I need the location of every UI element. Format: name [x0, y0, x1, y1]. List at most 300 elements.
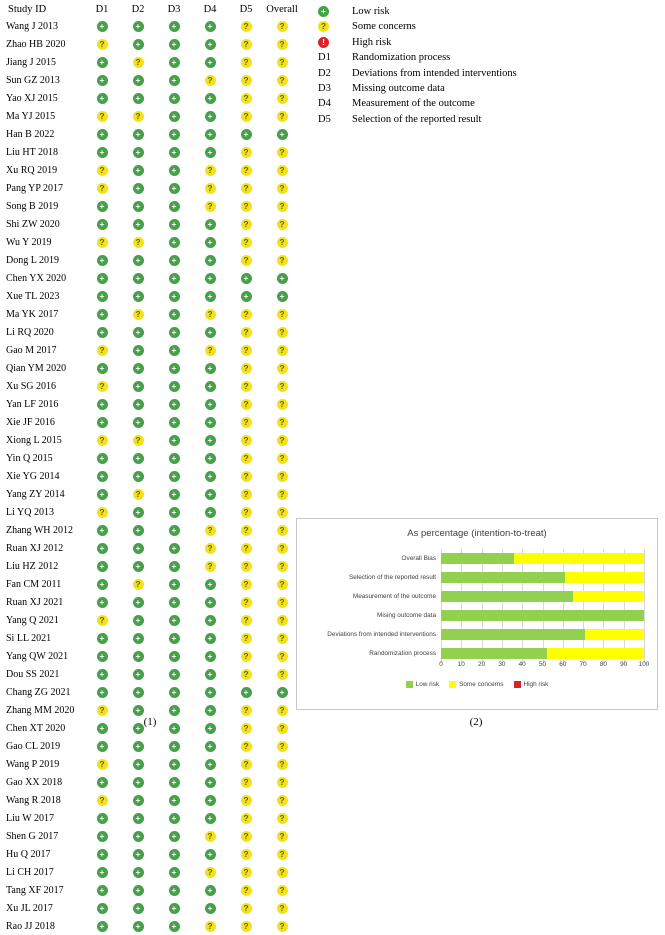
overall-dot-some: ? — [277, 777, 288, 788]
judgement-dot-some: ? — [241, 777, 252, 788]
study-id-cell: Gao CL 2019 — [6, 740, 61, 752]
overall-dot-some: ? — [277, 669, 288, 680]
study-id-cell: Wang J 2013 — [6, 20, 58, 32]
judgement-cell-d5 — [228, 125, 264, 143]
judgement-dot-low: + — [133, 849, 144, 860]
judgement-dot-some: ? — [241, 633, 252, 644]
overall-dot-some: ? — [277, 21, 288, 32]
judgement-cell-d1 — [84, 17, 120, 35]
x-tick-label: 40 — [518, 661, 526, 668]
judgement-cell-d4 — [192, 143, 228, 161]
judgement-dot-some: ? — [133, 489, 144, 500]
judgement-dot-low: + — [205, 885, 216, 896]
judgement-dot-low: + — [205, 507, 216, 518]
judgement-cell-d3 — [156, 251, 192, 269]
judgement-dot-some: ? — [241, 399, 252, 410]
judgement-dot-low: + — [97, 417, 108, 428]
header-overall: Overall — [266, 4, 298, 15]
table-row — [6, 305, 300, 323]
study-id-cell: Xu SG 2016 — [6, 380, 57, 392]
judgement-cell-overall — [264, 521, 300, 539]
overall-dot-some: ? — [277, 111, 288, 122]
judgement-dot-some: ? — [241, 507, 252, 518]
judgement-dot-low: + — [133, 777, 144, 788]
study-id-cell: Wang P 2019 — [6, 758, 60, 770]
judgement-cell-d2 — [120, 917, 156, 935]
legend-domain-d4 — [318, 96, 517, 111]
judgement-dot-some: ? — [205, 201, 216, 212]
judgement-dot-low: + — [169, 921, 180, 932]
rob-table-element — [6, 4, 300, 935]
judgement-dot-low: + — [169, 57, 180, 68]
study-id-cell: Han B 2022 — [6, 128, 55, 140]
judgement-cell-d3 — [156, 521, 192, 539]
judgement-dot-low: + — [133, 759, 144, 770]
judgement-cell-d2 — [120, 863, 156, 881]
judgement-dot-some: ? — [133, 309, 144, 320]
judgement-cell-d4 — [192, 683, 228, 701]
judgement-dot-some: ? — [241, 669, 252, 680]
judgement-cell-d2 — [120, 503, 156, 521]
judgement-cell-d1 — [84, 629, 120, 647]
judgement-cell-d5 — [228, 737, 264, 755]
judgement-dot-low: + — [169, 795, 180, 806]
judgement-cell-d4 — [192, 665, 228, 683]
judgement-dot-some: ? — [241, 453, 252, 464]
study-id-cell: Wu Y 2019 — [6, 236, 52, 248]
x-tick-label: 90 — [620, 661, 628, 668]
judgement-cell-d2 — [120, 53, 156, 71]
study-id-cell: Xu RQ 2019 — [6, 164, 58, 176]
judgement-dot-some: ? — [241, 579, 252, 590]
overall-dot-some: ? — [277, 741, 288, 752]
judgement-dot-low: + — [97, 219, 108, 230]
bar-legend-swatch-low — [406, 681, 413, 688]
header-d3: D3 — [167, 4, 181, 15]
study-id-cell: Chen YX 2020 — [6, 272, 67, 284]
judgement-cell-d5 — [228, 827, 264, 845]
overall-dot-some: ? — [277, 525, 288, 536]
judgement-cell-d1 — [84, 773, 120, 791]
judgement-dot-low: + — [205, 777, 216, 788]
judgement-dot-low: + — [133, 831, 144, 842]
judgement-cell-d3 — [156, 827, 192, 845]
x-tick-label: 10 — [457, 661, 465, 668]
judgement-cell-overall — [264, 215, 300, 233]
study-id-cell: Qian YM 2020 — [6, 362, 67, 374]
judgement-cell-d5 — [228, 143, 264, 161]
judgement-cell-overall — [264, 53, 300, 71]
judgement-cell-d1 — [84, 647, 120, 665]
judgement-cell-d4 — [192, 539, 228, 557]
judgement-cell-d2 — [120, 575, 156, 593]
judgement-cell-d1 — [84, 35, 120, 53]
judgement-cell-d4 — [192, 737, 228, 755]
judgement-cell-d3 — [156, 377, 192, 395]
gridline — [624, 549, 625, 663]
judgement-dot-low: + — [169, 345, 180, 356]
overall-dot-some: ? — [277, 201, 288, 212]
judgement-dot-some: ? — [241, 525, 252, 536]
study-id-cell: Zhang WH 2012 — [6, 524, 74, 536]
judgement-dot-low: + — [205, 723, 216, 734]
judgement-cell-d3 — [156, 629, 192, 647]
bar-track — [441, 648, 644, 659]
judgement-dot-low: + — [97, 561, 108, 572]
judgement-cell-d3 — [156, 125, 192, 143]
legend-domain-d5 — [318, 112, 517, 127]
judgement-dot-some: ? — [133, 237, 144, 248]
judgement-cell-d3 — [156, 809, 192, 827]
study-id-cell: Fan CM 2011 — [6, 578, 62, 590]
judgement-cell-d4 — [192, 881, 228, 899]
overall-dot-some: ? — [277, 615, 288, 626]
judgement-cell-d3 — [156, 449, 192, 467]
legend-domain-label-d4: Measurement of the outcome — [352, 98, 475, 110]
table-row — [6, 737, 300, 755]
judgement-cell-d5 — [228, 809, 264, 827]
bar-category-label: Selection of the reported result — [348, 573, 436, 581]
judgement-cell-overall — [264, 755, 300, 773]
judgement-cell-d4 — [192, 449, 228, 467]
judgement-dot-low: + — [205, 57, 216, 68]
judgement-cell-d5 — [228, 431, 264, 449]
judgement-dot-low: + — [169, 255, 180, 266]
judgement-cell-d4 — [192, 35, 228, 53]
judgement-dot-low: + — [97, 291, 108, 302]
judgement-dot-low: + — [133, 417, 144, 428]
judgement-dot-low: + — [133, 885, 144, 896]
bar-legend-label-low: Low risk — [415, 681, 440, 688]
judgement-dot-low: + — [133, 633, 144, 644]
overall-dot-some: ? — [277, 759, 288, 770]
table-row — [6, 53, 300, 71]
judgement-cell-d3 — [156, 71, 192, 89]
judgement-dot-some: ? — [97, 345, 108, 356]
judgement-cell-d3 — [156, 323, 192, 341]
judgement-dot-low: + — [97, 813, 108, 824]
judgement-dot-low: + — [169, 885, 180, 896]
judgement-cell-d5 — [228, 179, 264, 197]
judgement-cell-d2 — [120, 143, 156, 161]
judgement-cell-d2 — [120, 755, 156, 773]
judgement-cell-d5 — [228, 413, 264, 431]
judgement-dot-low: + — [169, 615, 180, 626]
overall-dot-some: ? — [277, 57, 288, 68]
judgement-dot-some: ? — [205, 831, 216, 842]
overall-dot-some: ? — [277, 183, 288, 194]
table-row — [6, 413, 300, 431]
overall-dot-some: ? — [277, 219, 288, 230]
risk-of-bias-table — [6, 4, 306, 935]
table-row — [6, 827, 300, 845]
judgement-dot-low: + — [133, 39, 144, 50]
judgement-cell-d5 — [228, 683, 264, 701]
judgement-dot-low: + — [97, 723, 108, 734]
x-tick-label: 100 — [638, 661, 650, 668]
judgement-dot-low: + — [205, 687, 216, 698]
judgement-dot-low: + — [133, 219, 144, 230]
judgement-dot-some: ? — [241, 345, 252, 356]
judgement-dot-low: + — [133, 201, 144, 212]
judgement-dot-low: + — [205, 453, 216, 464]
judgement-dot-some: ? — [97, 381, 108, 392]
judgement-dot-some: ? — [97, 165, 108, 176]
judgement-dot-low: + — [205, 669, 216, 680]
legend-domain-label-d2: Deviations from intended interventions — [352, 67, 517, 79]
judgement-dot-some: ? — [205, 921, 216, 932]
judgement-dot-low: + — [169, 813, 180, 824]
judgement-dot-low: + — [205, 435, 216, 446]
judgement-dot-some: ? — [205, 525, 216, 536]
bar-segment-some-concerns — [514, 553, 644, 564]
judgement-cell-d5 — [228, 503, 264, 521]
judgement-dot-some: ? — [97, 237, 108, 248]
judgement-cell-d2 — [120, 161, 156, 179]
table-row — [6, 233, 300, 251]
bar-track — [441, 591, 644, 602]
table-row — [6, 89, 300, 107]
judgement-cell-d5 — [228, 773, 264, 791]
legend-dot-low: + — [318, 6, 329, 17]
judgement-dot-low: + — [97, 741, 108, 752]
judgement-dot-low: + — [205, 849, 216, 860]
judgement-cell-overall — [264, 71, 300, 89]
judgement-dot-low: + — [133, 453, 144, 464]
judgement-dot-low: + — [97, 471, 108, 482]
judgement-cell-d4 — [192, 863, 228, 881]
judgement-cell-d2 — [120, 197, 156, 215]
judgement-cell-d3 — [156, 845, 192, 863]
judgement-cell-d1 — [84, 377, 120, 395]
judgement-cell-d1 — [84, 143, 120, 161]
judgement-dot-some: ? — [241, 903, 252, 914]
study-id-cell: Gao M 2017 — [6, 344, 57, 356]
judgement-cell-d5 — [228, 17, 264, 35]
judgement-dot-low: + — [169, 867, 180, 878]
judgement-cell-overall — [264, 197, 300, 215]
judgement-dot-low: + — [169, 669, 180, 680]
judgement-cell-d3 — [156, 161, 192, 179]
study-id-cell: Sun GZ 2013 — [6, 74, 60, 86]
judgement-dot-low: + — [169, 111, 180, 122]
judgement-cell-overall — [264, 791, 300, 809]
judgement-dot-low: + — [97, 453, 108, 464]
judgement-dot-some: ? — [241, 471, 252, 482]
judgement-cell-overall — [264, 881, 300, 899]
judgement-cell-d5 — [228, 665, 264, 683]
judgement-cell-d3 — [156, 35, 192, 53]
legend-risk-list — [318, 4, 517, 50]
judgement-cell-d1 — [84, 845, 120, 863]
gridline — [461, 549, 462, 663]
judgement-cell-d1 — [84, 809, 120, 827]
bar-category-label: Deviations from intended interventions — [327, 630, 436, 638]
study-id-cell: Yao XJ 2015 — [6, 92, 58, 104]
overall-dot-some: ? — [277, 903, 288, 914]
legend-domain-label-d3: Missing outcome data — [352, 82, 445, 94]
judgement-cell-d1 — [84, 683, 120, 701]
judgement-cell-d1 — [84, 395, 120, 413]
judgement-dot-low: + — [169, 327, 180, 338]
table-row — [6, 485, 300, 503]
judgement-cell-d1 — [84, 287, 120, 305]
judgement-cell-d5 — [228, 917, 264, 935]
judgement-dot-low: + — [97, 273, 108, 284]
judgement-cell-d3 — [156, 53, 192, 71]
judgement-cell-overall — [264, 773, 300, 791]
judgement-dot-low: + — [169, 687, 180, 698]
study-id-cell: Jiang J 2015 — [6, 56, 56, 68]
table-row — [6, 35, 300, 53]
table-row — [6, 665, 300, 683]
judgement-dot-low: + — [169, 381, 180, 392]
legend-domain-code-d1: D1 — [318, 52, 331, 64]
judgement-dot-some: ? — [241, 237, 252, 248]
judgement-cell-d3 — [156, 107, 192, 125]
judgement-cell-d2 — [120, 539, 156, 557]
bar-chart-plot-area — [305, 549, 649, 661]
judgement-dot-low: + — [97, 255, 108, 266]
study-id-cell: Wang R 2018 — [6, 794, 61, 806]
x-tick-label: 0 — [439, 661, 443, 668]
judgement-dot-low: + — [241, 291, 252, 302]
table-row — [6, 503, 300, 521]
judgement-dot-low: + — [205, 111, 216, 122]
judgement-cell-d5 — [228, 899, 264, 917]
judgement-cell-d5 — [228, 791, 264, 809]
rob-table-head — [6, 4, 300, 17]
judgement-dot-low: + — [205, 255, 216, 266]
judgement-dot-low: + — [205, 381, 216, 392]
table-row — [6, 197, 300, 215]
legend-item-some — [318, 19, 517, 34]
judgement-cell-d3 — [156, 143, 192, 161]
study-id-cell: Yan LF 2016 — [6, 398, 59, 410]
legend-domain-code-d2: D2 — [318, 67, 331, 79]
judgement-cell-d4 — [192, 251, 228, 269]
gridline — [441, 549, 442, 663]
judgement-cell-d4 — [192, 359, 228, 377]
overall-dot-some: ? — [277, 597, 288, 608]
judgement-cell-d2 — [120, 557, 156, 575]
judgement-cell-d1 — [84, 233, 120, 251]
study-id-cell: Chen XT 2020 — [6, 722, 66, 734]
overall-dot-some: ? — [277, 345, 288, 356]
overall-dot-some: ? — [277, 471, 288, 482]
legend-item-low — [318, 4, 517, 19]
judgement-cell-d1 — [84, 863, 120, 881]
judgement-cell-d5 — [228, 395, 264, 413]
table-row — [6, 251, 300, 269]
judgement-dot-low: + — [97, 57, 108, 68]
judgement-dot-low: + — [133, 687, 144, 698]
judgement-cell-d3 — [156, 575, 192, 593]
judgement-cell-d3 — [156, 863, 192, 881]
overall-dot-some: ? — [277, 453, 288, 464]
table-row — [6, 215, 300, 233]
judgement-cell-d4 — [192, 917, 228, 935]
overall-dot-some: ? — [277, 651, 288, 662]
study-id-cell: Si LL 2021 — [6, 632, 52, 644]
judgement-cell-d1 — [84, 431, 120, 449]
judgement-cell-d1 — [84, 269, 120, 287]
judgement-dot-low: + — [169, 759, 180, 770]
table-row — [6, 845, 300, 863]
study-id-cell: Xie JF 2016 — [6, 416, 55, 428]
gridline — [502, 549, 503, 663]
judgement-cell-d1 — [84, 107, 120, 125]
judgement-cell-d4 — [192, 233, 228, 251]
judgement-cell-d2 — [120, 521, 156, 539]
judgement-dot-low: + — [205, 417, 216, 428]
bar-chart-title: As percentage (intention-to-treat) — [407, 528, 547, 539]
judgement-dot-low: + — [133, 741, 144, 752]
judgement-cell-overall — [264, 269, 300, 287]
judgement-dot-low: + — [97, 147, 108, 158]
header-d2: D2 — [131, 4, 145, 15]
judgement-dot-some: ? — [205, 543, 216, 554]
study-id-cell: Ruan XJ 2021 — [6, 596, 64, 608]
table-row — [6, 71, 300, 89]
judgement-cell-overall — [264, 377, 300, 395]
judgement-dot-low: + — [169, 633, 180, 644]
judgement-cell-d5 — [228, 71, 264, 89]
study-id-cell: Liu W 2017 — [6, 812, 54, 824]
judgement-cell-d2 — [120, 287, 156, 305]
judgement-cell-d1 — [84, 791, 120, 809]
judgement-cell-d2 — [120, 89, 156, 107]
judgement-cell-d3 — [156, 485, 192, 503]
overall-dot-low: + — [277, 687, 288, 698]
judgement-cell-d2 — [120, 683, 156, 701]
legend-domain-code-d4: D4 — [318, 98, 331, 110]
judgement-dot-low: + — [205, 21, 216, 32]
judgement-cell-overall — [264, 593, 300, 611]
overall-dot-some: ? — [277, 39, 288, 50]
judgement-dot-some: ? — [241, 327, 252, 338]
judgement-cell-overall — [264, 557, 300, 575]
judgement-cell-overall — [264, 341, 300, 359]
x-tick-label: 20 — [478, 661, 486, 668]
judgement-dot-low: + — [205, 813, 216, 824]
judgement-cell-d1 — [84, 125, 120, 143]
judgement-dot-low: + — [97, 867, 108, 878]
overall-dot-low: + — [277, 291, 288, 302]
judgement-dot-low: + — [97, 327, 108, 338]
judgement-dot-some: ? — [241, 111, 252, 122]
overall-dot-some: ? — [277, 795, 288, 806]
judgement-cell-d1 — [84, 755, 120, 773]
judgement-dot-low: + — [205, 471, 216, 482]
judgement-cell-d4 — [192, 125, 228, 143]
judgement-dot-some: ? — [241, 705, 252, 716]
overall-dot-some: ? — [277, 885, 288, 896]
judgement-cell-d4 — [192, 647, 228, 665]
judgement-dot-some: ? — [241, 255, 252, 266]
judgement-cell-d2 — [120, 449, 156, 467]
judgement-cell-overall — [264, 539, 300, 557]
judgement-dot-low: + — [133, 723, 144, 734]
judgement-dot-some: ? — [205, 561, 216, 572]
judgement-dot-low: + — [97, 597, 108, 608]
judgement-cell-d5 — [228, 287, 264, 305]
judgement-dot-some: ? — [241, 885, 252, 896]
judgement-dot-some: ? — [241, 57, 252, 68]
judgement-dot-low: + — [205, 651, 216, 662]
judgement-cell-d2 — [120, 485, 156, 503]
table-row — [6, 179, 300, 197]
